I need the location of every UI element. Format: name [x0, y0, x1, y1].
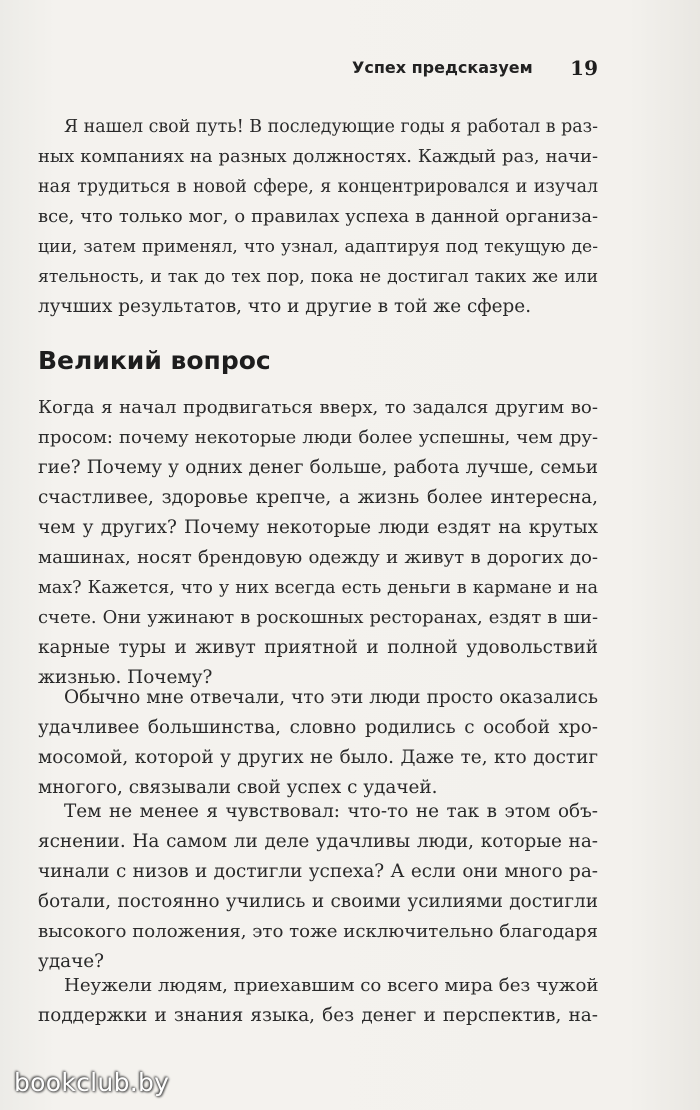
text-line: удаче?	[38, 951, 105, 972]
page-number: 19	[570, 56, 598, 80]
text-line: удачливее большинства, словно родились с особой хро-	[38, 717, 598, 738]
text-line: жизнью. Почему?	[38, 667, 213, 688]
watermark: bookclub.by	[14, 1068, 170, 1097]
text-line: Тем не менее я чувствовал: что-то не так в этом объ-	[64, 801, 598, 822]
text-line: многого, связывали свой успех с удачей.	[38, 777, 438, 798]
text-line: счете. Они ужинают в роскошных ресторанах, ездят в ши-	[38, 607, 598, 628]
text-line: ных компаниях на разных должностях. Каждый раз, начи-	[38, 146, 598, 167]
text-line: все, что только мог, о правилах успеха в данной организа-	[38, 206, 598, 227]
text-line: высокого положения, это тоже исключительно благодаря	[38, 921, 598, 942]
text-line: ная трудиться в новой сфере, я концентрировался и изучал	[38, 177, 598, 197]
text-line: гие? Почему у одних денег больше, работа лучше, семьи	[38, 457, 598, 478]
text-line: Я нашел свой путь! В последующие годы я работал в раз-	[64, 117, 598, 137]
paragraph-2	[38, 393, 598, 693]
text-line: ции, затем применял, что узнал, адаптируя под текущую де-	[38, 237, 598, 257]
text-line: карные туры и живут приятной и полной удовольствий	[38, 637, 598, 658]
paragraph-1	[38, 112, 598, 322]
text-line: Обычно мне отвечали, что эти люди просто оказались	[64, 687, 598, 708]
running-title: Успех предсказуем	[352, 58, 533, 77]
text-line: ятельность, и так до тех пор, пока не достигал таких же или	[38, 267, 598, 287]
section-heading: Великий вопрос	[38, 346, 271, 375]
text-line: счастливее, здоровье крепче, а жизнь более интересна,	[38, 487, 598, 508]
text-line: машинах, носят брендовую одежду и живут в дорогих до-	[38, 547, 598, 568]
text-line: мах? Кажется, что у них всегда есть деньги в кармане и на	[38, 578, 598, 598]
text-line: яснении. На самом ли деле удачливы люди, которые на-	[38, 831, 598, 852]
text-line: просом: почему некоторые люди более успешны, чем дру-	[38, 427, 598, 448]
running-head	[352, 56, 602, 86]
text-line: чем у других? Почему некоторые люди ездят на крутых	[38, 517, 598, 538]
text-line: мосомой, которой у других не было. Даже те, кто достиг	[38, 747, 598, 768]
text-line: лучших результатов, что и другие в той же сфере.	[38, 296, 532, 317]
paragraph-5	[38, 971, 598, 1031]
text-line: поддержки и знания языка, без денег и перспектив, на-	[38, 1005, 598, 1026]
paragraph-3	[38, 683, 598, 803]
text-line: Неужели людям, приехавшим со всего мира без чужой	[64, 975, 599, 996]
text-line: чинали с низов и достигли успеха? А если они много ра-	[38, 861, 598, 882]
text-line: ботали, постоянно учились и своими усилиями достигли	[38, 891, 598, 912]
text-line: Когда я начал продвигаться вверх, то задался другим во-	[38, 397, 598, 418]
paragraph-4	[38, 797, 598, 977]
